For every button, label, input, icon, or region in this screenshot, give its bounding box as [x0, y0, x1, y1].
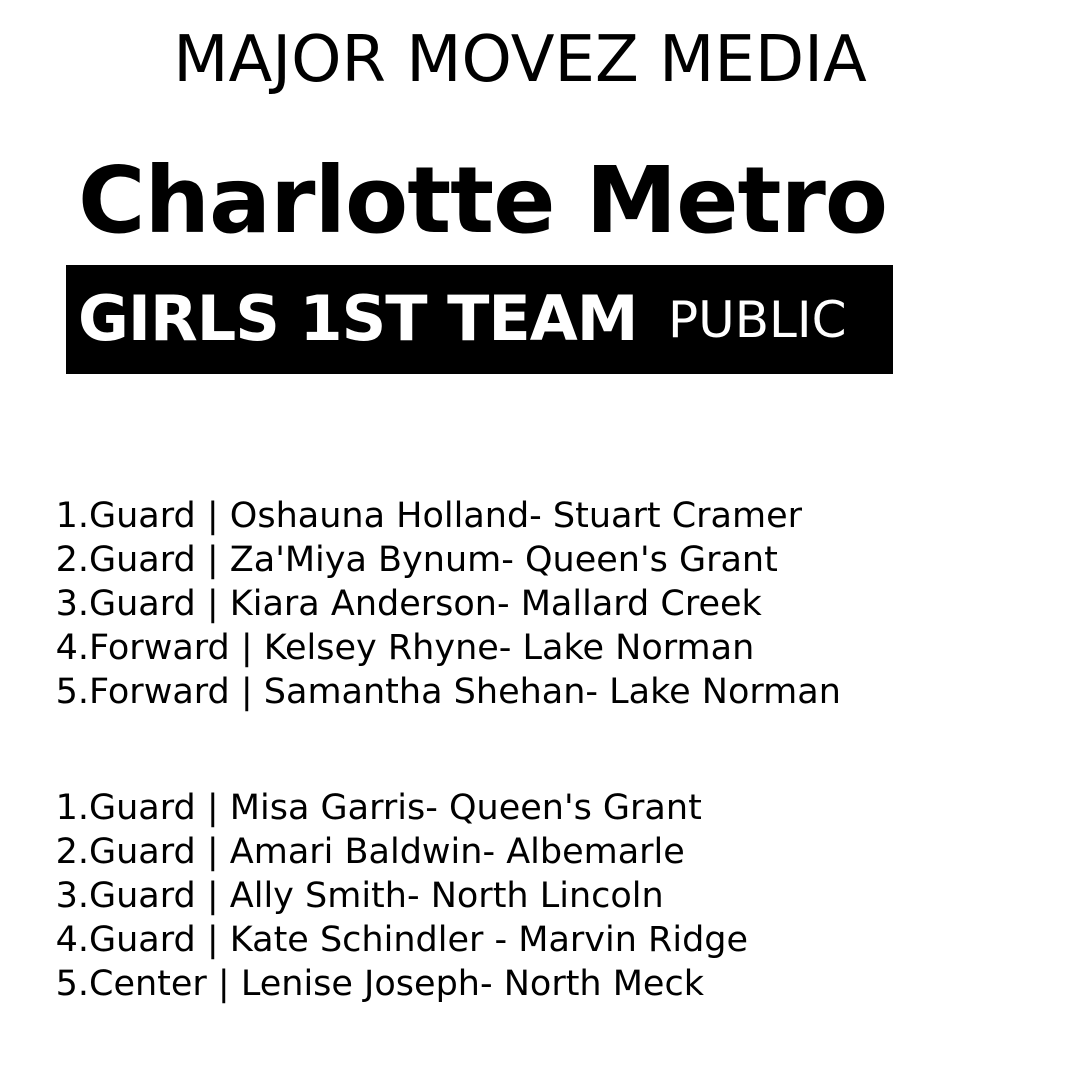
item-number: 5.: [55, 672, 89, 712]
item-number: 1.: [55, 788, 89, 828]
division-label: PUBLIC: [668, 291, 847, 349]
item-text: Forward | Kelsey Rhyne- Lake Norman: [89, 628, 755, 668]
item-number: 1.: [55, 496, 89, 536]
list-item: [48, 582, 841, 626]
list-item: [48, 962, 748, 1006]
item-number: 2.: [55, 832, 89, 872]
list-item: [48, 918, 748, 962]
roster-list-second: [48, 786, 748, 1006]
item-number: 2.: [55, 540, 89, 580]
brand-title: MAJOR MOVEZ MEDIA: [173, 23, 867, 97]
list-item: [48, 626, 841, 670]
list-item: [48, 874, 748, 918]
item-text: Guard | Kate Schindler - Marvin Ridge: [89, 920, 749, 960]
roster-list-first: [48, 494, 841, 714]
list-item: [48, 670, 841, 714]
item-number: 5.: [55, 964, 89, 1004]
item-text: Guard | Ally Smith- North Lincoln: [89, 876, 664, 916]
item-number: 4.: [55, 628, 89, 668]
item-text: Forward | Samantha Shehan- Lake Norman: [89, 672, 841, 712]
team-banner: [66, 265, 893, 374]
list-item: [48, 830, 748, 874]
item-text: Guard | Misa Garris- Queen's Grant: [89, 788, 702, 828]
item-text: Center | Lenise Joseph- North Meck: [89, 964, 704, 1004]
item-text: Guard | Za'Miya Bynum- Queen's Grant: [89, 540, 778, 580]
list-item: [48, 494, 841, 538]
item-text: Guard | Oshauna Holland- Stuart Cramer: [89, 496, 803, 536]
item-number: 3.: [55, 876, 89, 916]
list-item: [48, 786, 748, 830]
item-text: Guard | Amari Baldwin- Albemarle: [89, 832, 685, 872]
region-heading: Charlotte Metro: [78, 147, 888, 254]
item-text: Guard | Kiara Anderson- Mallard Creek: [89, 584, 762, 624]
item-number: 4.: [55, 920, 89, 960]
team-label: GIRLS 1ST TEAM: [78, 282, 638, 355]
item-number: 3.: [55, 584, 89, 624]
list-item: [48, 538, 841, 582]
